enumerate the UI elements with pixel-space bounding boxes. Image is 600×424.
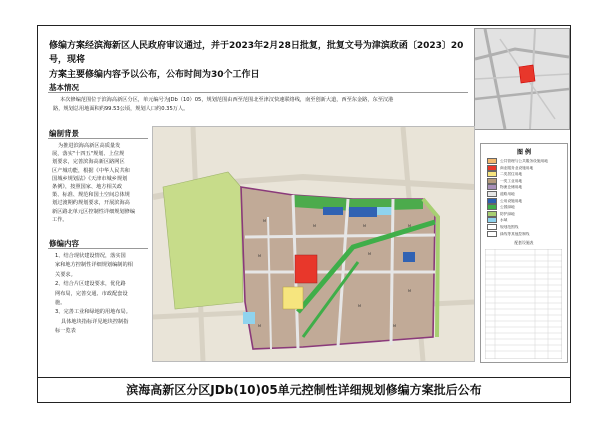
legend-item (487, 178, 522, 184)
content-line: 具体地块指标详见地块控制指 (61, 318, 129, 325)
legend-item (487, 211, 515, 217)
content-line: 1、结合现状建设情况，落实国 (55, 253, 126, 259)
header-line-1: 修编方案经滨海新区人民政府审议通过，并于2023年2月28日批复，批复文号为津滨政函〔2023〕20号，现将 (49, 41, 464, 65)
basic-text-1: 本次修编范围位于滨海高新区分区，单元编号为JDb（10）05，规划范围由西至范围北至津汉快速联络线，南至创新大道，西至东金路，东至汉港 (60, 97, 394, 103)
legend-swatch (487, 211, 497, 217)
legend-item (487, 217, 507, 223)
basic-text-2: 路，规划总用地面积约99.53公顷，规划人口约0.35万人。 (53, 106, 189, 112)
block-label: M (408, 289, 412, 293)
legend-label: 绿线等其他控制线 (500, 231, 530, 236)
map-title: 滨海高新区分区JDb(10)05单元控制性详细规划修编方案批后公布 (37, 377, 571, 403)
land-use-map (152, 126, 475, 362)
reason-line: 区产城功能，根据《中华人民共和 (52, 167, 130, 174)
block-label: M (313, 224, 317, 228)
content-line: 网布局，完善交通、市政配套设 (55, 290, 128, 297)
reason-line: 划要求，完善滨海高新区路网区 (52, 159, 125, 166)
reason-line: 划过渡期约规划要求，开展滨海高 (52, 200, 130, 207)
reason-title: 编制背景 (49, 129, 79, 138)
block-label: M (408, 224, 412, 228)
reason-line: 为推进滨海高新区高质量发 (58, 143, 121, 149)
reason-line: 新区路北单元区控制性详细规划修编 (52, 208, 136, 215)
block-label: M (258, 324, 262, 328)
divider (48, 138, 148, 139)
legend-item (487, 198, 522, 204)
header-notice (49, 39, 469, 82)
legend-label: 公共管理与公共服务设施用地 (500, 159, 548, 163)
content-line: 家和地方控制性详细规划编制的相 (55, 262, 133, 269)
content-line: 关要求。 (55, 271, 76, 278)
legend-item (487, 184, 522, 190)
legend-swatch (487, 178, 497, 184)
location-map (474, 28, 570, 130)
legend-item (487, 158, 548, 164)
block-label: M (368, 252, 372, 256)
block-label: M (363, 224, 367, 228)
reason-line: 展，落实"十四五"规划、上位规 (52, 151, 125, 158)
reason-line: 国城乡规划法》《天津市城乡规划 (52, 175, 128, 182)
legend-swatch (487, 191, 497, 197)
legend-label: 物流仓储用地 (500, 185, 523, 190)
land-use-map-graphic (153, 127, 474, 361)
legend-swatch (487, 204, 497, 210)
content-title: 修编内容 (49, 239, 79, 248)
legend-swatch (487, 224, 497, 230)
block-label: M (263, 219, 267, 223)
content-line: 施。 (55, 300, 66, 307)
legend (480, 143, 568, 363)
legend-item (487, 224, 518, 230)
legend-label: 道路用地 (500, 192, 515, 196)
legend-item (487, 231, 530, 237)
header-line-2: 方案主要修编内容予以公布，公布时间为30个工作日 (49, 70, 260, 80)
location-map-graphic (475, 29, 569, 129)
content-line: 标一览表 (55, 328, 76, 335)
legend-swatch (487, 171, 497, 177)
legend-label: 规划范围线 (500, 225, 519, 229)
legend-item (487, 204, 515, 210)
divider (48, 92, 468, 93)
legend-label: 商业服务业设施用地 (500, 165, 534, 170)
legend-item (487, 171, 522, 177)
content-line: 2、结合片区建设要求，优化路 (55, 281, 126, 288)
content-text (55, 252, 149, 337)
legend-item (487, 191, 515, 197)
legend-label: 公用设施用地 (500, 198, 523, 203)
basic-title: 基本情况 (49, 83, 79, 92)
block-label: M (258, 254, 262, 258)
reason-line: 工作。 (52, 216, 68, 223)
legend-item (487, 165, 533, 171)
legend-label: 防护绿地 (500, 211, 515, 216)
reason-line: 策、标准、规范和国土空间总体规 (52, 192, 130, 199)
reason-line: 条例》，按照国家、地方相关政 (52, 184, 123, 191)
content-line: 3、完善工业和绿地的用地布局。 (55, 309, 131, 316)
legend-label: 公园绿地 (500, 205, 515, 210)
reason-text (52, 142, 148, 224)
legend-swatch (487, 184, 497, 190)
divider (48, 248, 148, 249)
legend-label: 一类工业用地 (500, 178, 523, 183)
legend-label: 水域 (500, 218, 508, 223)
legend-swatch (487, 198, 497, 204)
block-label: M (358, 304, 362, 308)
legend-swatch (487, 165, 497, 171)
park-west (163, 172, 243, 309)
facility-table-title: 配套设施表 (514, 240, 534, 245)
legend-title: 图 例 (516, 149, 532, 156)
block-label: M (393, 324, 397, 328)
facility-table (485, 249, 562, 359)
legend-swatch (487, 231, 497, 237)
legend-swatch (487, 217, 497, 223)
legend-label: 二类居住用地 (500, 172, 523, 177)
legend-swatch (487, 158, 497, 164)
